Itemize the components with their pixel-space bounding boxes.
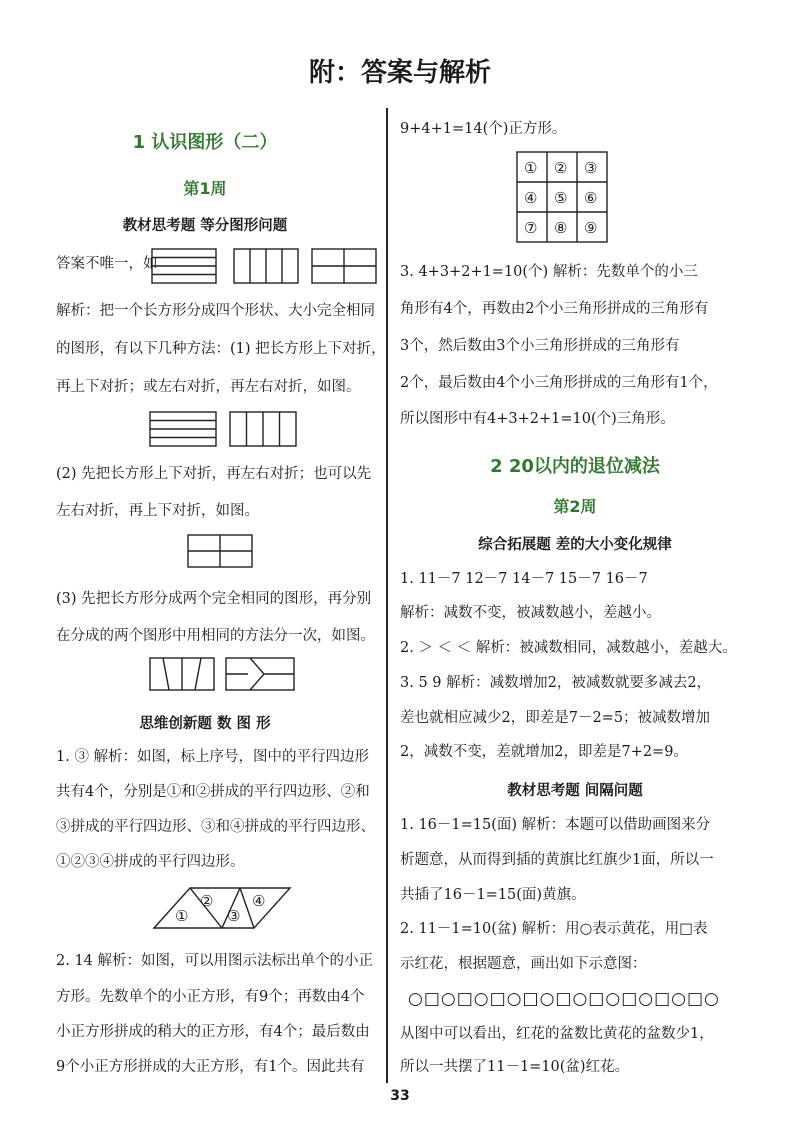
q2-line: 方形。先数单个的小正方形，有9个；再数由4个 xyxy=(56,989,365,1005)
p3-line: (3) 先把长方形分成两个完全相同的图形，再分别 xyxy=(56,591,372,607)
r2-line: 2. ＞ ＜ ＜ 解析：被减数相同，减数越小，差越大。 xyxy=(400,640,737,656)
continuation-line: 9+4+1=14(个)正方形。 xyxy=(400,121,567,137)
triangle-label: ① xyxy=(175,907,189,925)
s2-end-line: 所以一共摆了11－1=10(盆)红花。 xyxy=(400,1059,630,1075)
r1-line: 1. 11－7 12－7 14－7 15－7 16－7 xyxy=(400,571,648,587)
topic-heading-3: 综合拓展题 差的大小变化规律 xyxy=(478,537,672,553)
section-1-title: 1 认识图形（二） xyxy=(132,132,278,153)
r3-line: 差也就相应减少2，即差是7－2=5；被减数增加 xyxy=(400,710,711,726)
week-1-heading: 第1周 xyxy=(183,179,227,198)
triangle-parallelogram-figure xyxy=(154,888,290,928)
rect-method3-slanted xyxy=(150,658,214,690)
square-grid-figure xyxy=(517,152,607,242)
grid-label: ① xyxy=(524,159,538,177)
q1-line: ①②③④拼成的平行四边形。 xyxy=(56,854,245,870)
s1-line: 析题意，从而得到插的黄旗比红旗少1面，所以一 xyxy=(400,852,714,868)
topic-heading-4: 教材思考题 间隔问题 xyxy=(507,783,643,799)
topic-heading-1: 教材思考题 等分图形问题 xyxy=(122,218,288,234)
s2-line: 2. 11－1=10(盆) 解析：用○表示黄花，用□表 xyxy=(400,921,708,937)
s1-line: 共插了16－1=15(面)黄旗。 xyxy=(400,887,586,903)
grid-label: ⑧ xyxy=(554,219,568,237)
rect-horizontal-quarters xyxy=(152,249,216,283)
grid-label: ② xyxy=(554,159,568,177)
grid-label: ④ xyxy=(524,189,538,207)
s2-line: 示红花，根据题意，画出如下示意图： xyxy=(400,956,647,972)
flower-row: ○□○□○□○□○□○□○□○□○□○ xyxy=(408,989,720,1009)
q1-line: 共有4个，分别是①和②拼成的平行四边形、②和 xyxy=(56,784,370,800)
section-2-title: 2 20以内的退位减法 xyxy=(490,456,660,477)
q2-line: 9个小正方形拼成的大正方形，有1个。因此共有 xyxy=(56,1059,365,1075)
p3-line: 在分成的两个图形中用相同的方法分一次，如图。 xyxy=(56,628,375,644)
grid-label: ⑤ xyxy=(554,189,568,207)
q3-line: 2个，最后数由4个小三角形拼成的三角形有1个， xyxy=(400,375,718,391)
topic-heading-2: 思维创新题 数 图 形 xyxy=(139,716,271,732)
q3-line: 所以图形中有4+3+2+1=10(个)三角形。 xyxy=(400,411,675,427)
rect-method2-cross xyxy=(188,535,252,567)
rect-cross-quarters xyxy=(312,249,376,283)
triangle-label: ② xyxy=(200,892,214,910)
r3-line: 2，减数不变，差就增加2，即差是7+2=9。 xyxy=(400,744,688,760)
grid-label: ⑨ xyxy=(584,219,598,237)
q1-line: 1. ③ 解析：如图，标上序号，图中的平行四边形 xyxy=(56,749,370,765)
rect-method1-vertical xyxy=(230,412,296,446)
p1-line: 的图形，有以下几种方法：(1) 把长方形上下对折， xyxy=(56,341,386,357)
rect-method3-arrow xyxy=(226,658,294,690)
answer-intro: 答案不唯一，如 xyxy=(56,256,158,272)
p2-line: 左右对折，再上下对折，如图。 xyxy=(56,503,259,519)
triangle-label: ③ xyxy=(227,907,241,925)
q2-line: 小正方形拼成的稍大的正方形，有4个；最后数由 xyxy=(56,1024,370,1040)
grid-label: ⑥ xyxy=(584,189,598,207)
triangle-label: ④ xyxy=(252,892,266,910)
s1-line: 1. 16－1=15(面) 解析：本题可以借助画图来分 xyxy=(400,817,711,833)
rect-vertical-quarters xyxy=(234,249,298,283)
q2-line: 2. 14 解析：如图，可以用图示法标出单个的小正 xyxy=(56,953,374,969)
grid-label: ⑦ xyxy=(524,219,538,237)
q3-line: 3. 4+3+2+1=10(个) 解析：先数单个的小三 xyxy=(400,264,698,280)
page-number: 33 xyxy=(390,1088,410,1104)
q1-line: ③拼成的平行四边形、③和④拼成的平行四边形、 xyxy=(56,819,375,835)
r1-line: 解析：减数不变，被减数越小，差越小。 xyxy=(400,605,661,621)
p1-line: 解析：把一个长方形分成四个形状、大小完全相同 xyxy=(56,303,375,319)
page-title: 附：答案与解析 xyxy=(308,58,491,88)
p1-line: 再上下对折；或左右对折，再左右对折，如图。 xyxy=(56,379,361,395)
rect-method1-horizontal xyxy=(150,412,216,446)
q3-line: 3个，然后数由3个小三角形拼成的三角形有 xyxy=(400,338,680,354)
grid-label: ③ xyxy=(584,159,598,177)
week-2-heading: 第2周 xyxy=(553,497,597,516)
p2-line: (2) 先把长方形上下对折，再左右对折；也可以先 xyxy=(56,466,372,482)
s2-end-line: 从图中可以看出，红花的盆数比黄花的盆数少1， xyxy=(400,1026,714,1042)
r3-line: 3. 5 9 解析：减数增加2，被减数就要多减去2， xyxy=(400,675,712,691)
q3-line: 角形有4个，再数由2个小三角形拼成的三角形有 xyxy=(400,301,709,317)
